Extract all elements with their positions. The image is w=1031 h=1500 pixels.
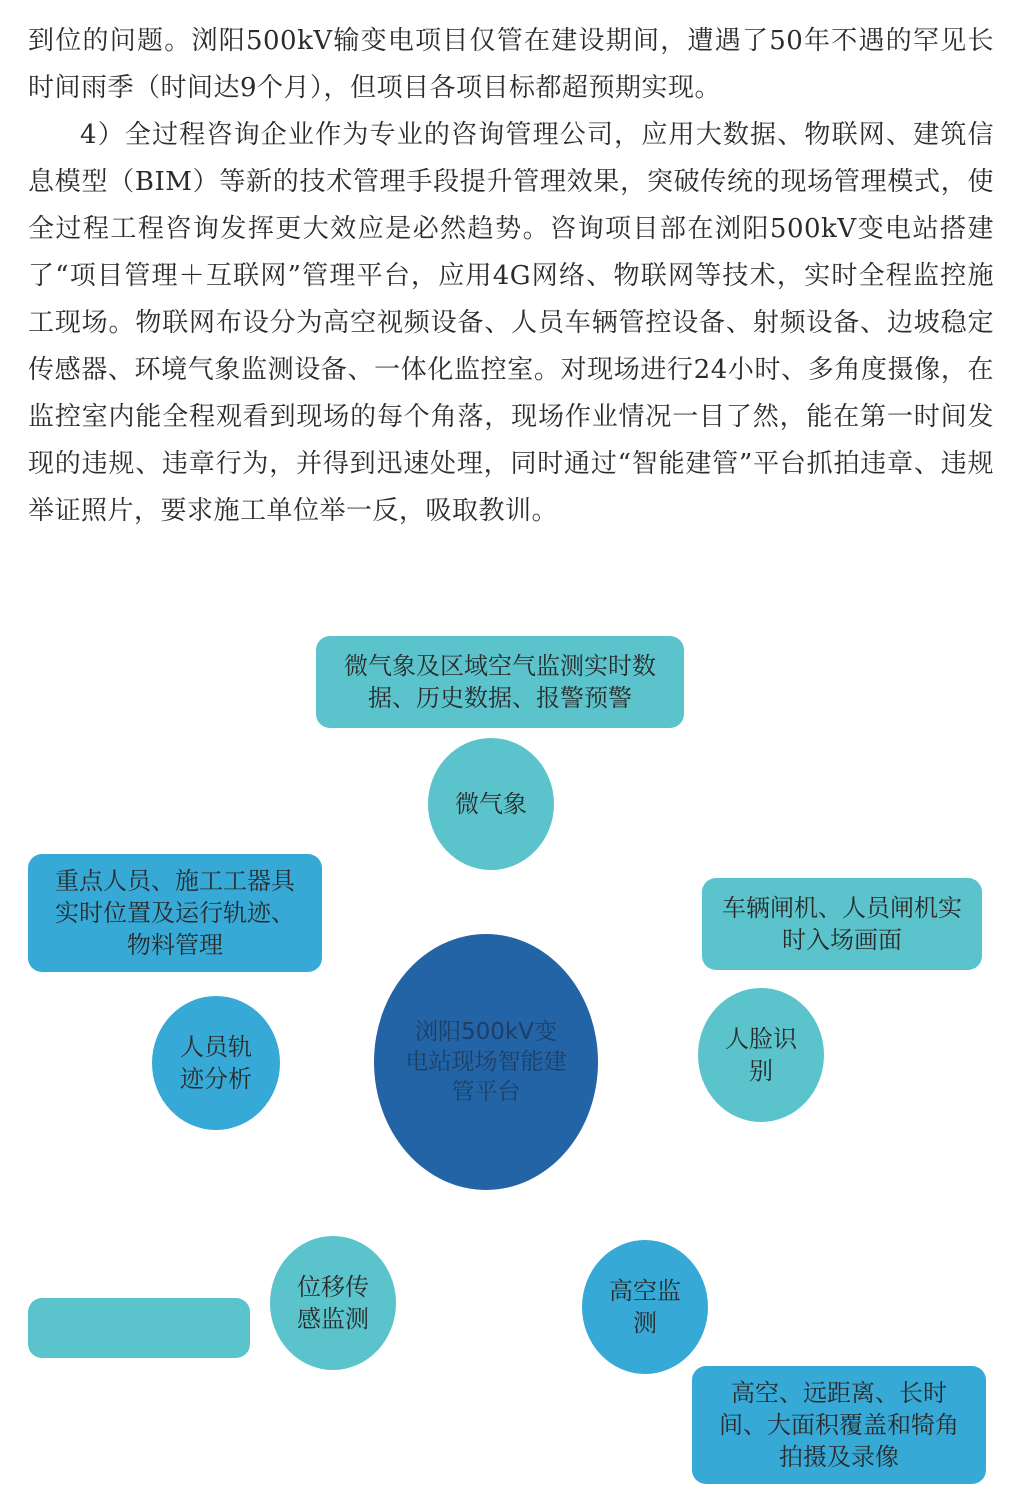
micro-weather-desc-box — [316, 636, 684, 728]
face-recognition-node — [698, 988, 824, 1122]
personnel-track-desc: 重点人员、施工工器具实时位置及运行轨迹、物料管理 — [55, 867, 295, 959]
high-altitude-desc: 高空、远距离、长时间、大面积覆盖和犄角拍摄及录像 — [719, 1379, 959, 1471]
micro-weather-node — [428, 738, 554, 870]
face-recognition-desc: 车辆闸机、人员闸机实时入场画面 — [722, 894, 962, 954]
center-platform-label: 浏阳500kV变电站现场智能建管平台 — [405, 1019, 567, 1105]
face-recognition-label: 人脸识别 — [725, 1025, 797, 1085]
displacement-label: 位移传感监测 — [297, 1273, 369, 1333]
paragraph-2: 4）全过程咨询企业作为专业的咨询管理公司，应用大数据、物联网、建筑信息模型（BIM）等新的技术管理手段提升管理效果，突破传统的现场管理模式，使全过程工程咨询发挥更大效应是必然趋势。咨询项目部在浏阳500kV变电站搭建了“项目管理＋互联网”管理平台，应用4G网络、物联网等技术，实时全程监控施工现场。物联网布设分为高空视频设备、人员车辆管控设备、射频设备、边坡稳定传感器、环境气象监测设备、一体化监控室。对现场进行24小时、多角度摄像，在监控室内能全程观看到现场的每个角落，现场作业情况一目了然，能在第一时间发现的违规、违章行为，并得到迅速处理，同时通过“智能建管”平台抓拍违章、违规举证照片，要求施工单位举一反，吸取教训。 — [28, 120, 994, 526]
displacement-desc-box — [28, 1298, 250, 1358]
high-altitude-desc-box — [692, 1366, 986, 1484]
micro-weather-label: 微气象 — [455, 790, 527, 818]
micro-weather-desc: 微气象及区域空气监测实时数据、历史数据、报警预警 — [344, 652, 656, 712]
personnel-track-node — [152, 996, 280, 1130]
high-altitude-label: 高空监测 — [609, 1277, 681, 1337]
personnel-track-label: 人员轨迹分析 — [180, 1033, 252, 1093]
high-altitude-node — [582, 1240, 708, 1374]
center-platform-node — [374, 934, 598, 1190]
personnel-track-desc-box — [28, 854, 322, 972]
face-recognition-desc-box — [702, 878, 982, 970]
displacement-node — [270, 1236, 396, 1370]
paragraph-1: 到位的问题。浏阳500kV输变电项目仅管在建设期间，遭遇了50年不遇的罕见长时间雨季（时间达9个月），但项目各项目标都超预期实现。 — [28, 26, 994, 103]
